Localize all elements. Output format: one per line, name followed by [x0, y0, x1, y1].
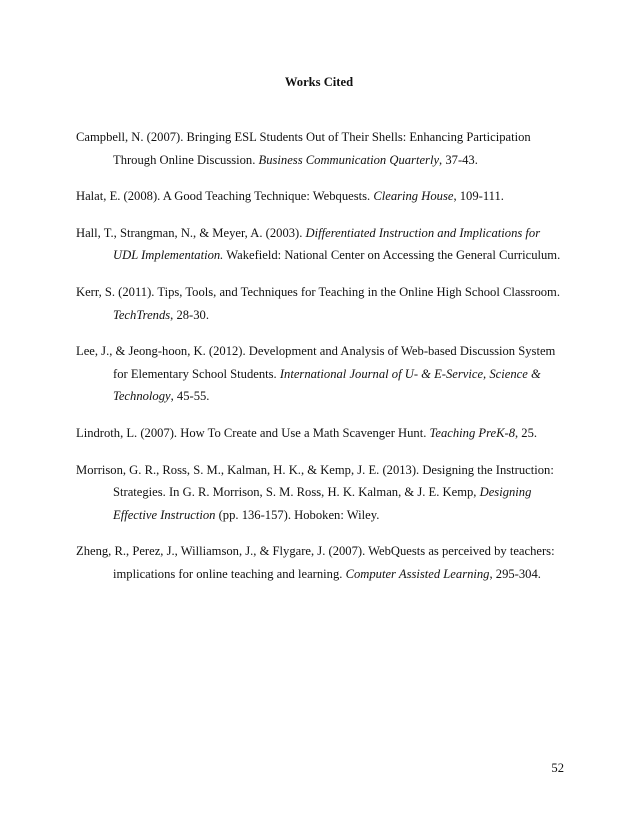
reference-entry — [76, 281, 566, 326]
reference-text-segment: Lee, J., & Jeong-hoon, K. (2012). Development and Analysis of Web-based Discussion System — [76, 344, 556, 359]
reference-text-segment: , 295-304. — [489, 566, 541, 581]
reference-text-segment: Lindroth, L. (2007). How To Create and Use a Math Scavenger Hunt. — [76, 425, 430, 440]
reference-text-segment: Morrison, G. R., Ross, S. M., Kalman, H. K., & Kemp, J. E. (2013). Designing the Instruction: — [76, 462, 554, 477]
reference-italic-segment: Computer Assisted Learning — [345, 566, 490, 581]
reference-entry — [76, 422, 566, 445]
reference-italic-segment: Technology — [113, 389, 171, 404]
reference-line — [113, 149, 566, 172]
reference-text-segment: Halat, E. (2008). A Good Teaching Technique: Webquests. — [76, 189, 374, 204]
reference-entry — [76, 540, 566, 585]
reference-line — [113, 363, 566, 386]
reference-entry — [76, 340, 566, 408]
reference-line — [76, 222, 566, 245]
page-title: Works Cited — [284, 75, 354, 89]
reference-line — [76, 185, 566, 208]
reference-line — [113, 304, 566, 327]
reference-text-segment: for Elementary School Students. — [113, 366, 280, 381]
reference-line — [76, 281, 566, 304]
reference-line — [76, 126, 566, 149]
reference-line — [76, 422, 566, 445]
reference-text-segment: Kerr, S. (2011). Tips, Tools, and Techniques for Teaching in the Online High School Classroom. — [76, 285, 561, 300]
reference-text-segment: , 37-43. — [439, 152, 478, 167]
reference-text-segment: (pp. 136-157). Hoboken: Wiley. — [215, 507, 380, 522]
reference-italic-segment: UDL Implementation. — [113, 248, 224, 263]
works-cited-list — [76, 126, 566, 600]
reference-line — [76, 340, 566, 363]
reference-text-segment: , 25. — [515, 425, 538, 440]
reference-text-segment: Strategies. In G. R. Morrison, S. M. Ross, H. K. Kalman, & J. E. Kemp, — [113, 485, 480, 500]
reference-text-segment: Zheng, R., Perez, J., Williamson, J., & Flygare, J. (2007). WebQuests as perceived by teachers: — [76, 544, 555, 559]
reference-entry — [76, 126, 566, 171]
reference-text-segment: Wakefield: National Center on Accessing the General Curriculum. — [223, 248, 561, 263]
reference-text-segment: Hall, T., Strangman, N., & Meyer, A. (2003). — [76, 225, 306, 240]
reference-text-segment: , 45-55. — [170, 389, 210, 404]
reference-text-segment: implications for online teaching and learning. — [113, 566, 346, 581]
reference-entry — [76, 185, 566, 208]
reference-italic-segment: Teaching PreK-8 — [429, 425, 515, 440]
reference-italic-segment: TechTrends — [113, 307, 171, 322]
reference-italic-segment: International Journal of U- & E-Service, Science & — [279, 366, 541, 381]
reference-entry — [76, 222, 566, 267]
reference-line — [113, 563, 566, 586]
reference-text-segment: Through Online Discussion. — [113, 152, 259, 167]
reference-italic-segment: Designing — [479, 485, 532, 500]
reference-text-segment: Campbell, N. (2007). Bringing ESL Students Out of Their Shells: Enhancing Participation — [76, 130, 531, 144]
reference-line — [113, 481, 566, 504]
reference-line — [76, 459, 566, 482]
reference-italic-segment: Effective Instruction — [113, 507, 216, 522]
reference-italic-segment: Clearing House — [373, 189, 454, 204]
reference-line — [76, 540, 566, 563]
reference-italic-segment: Business Communication Quarterly — [258, 152, 440, 167]
reference-line — [113, 244, 566, 267]
reference-italic-segment: Differentiated Instruction and Implications for — [305, 225, 541, 240]
reference-text-segment: , 109-111. — [453, 189, 504, 204]
page-number: 52 — [551, 761, 564, 775]
reference-line — [113, 385, 566, 408]
reference-entry — [76, 459, 566, 527]
reference-text-segment: , 28-30. — [170, 307, 209, 322]
reference-line — [113, 504, 566, 527]
